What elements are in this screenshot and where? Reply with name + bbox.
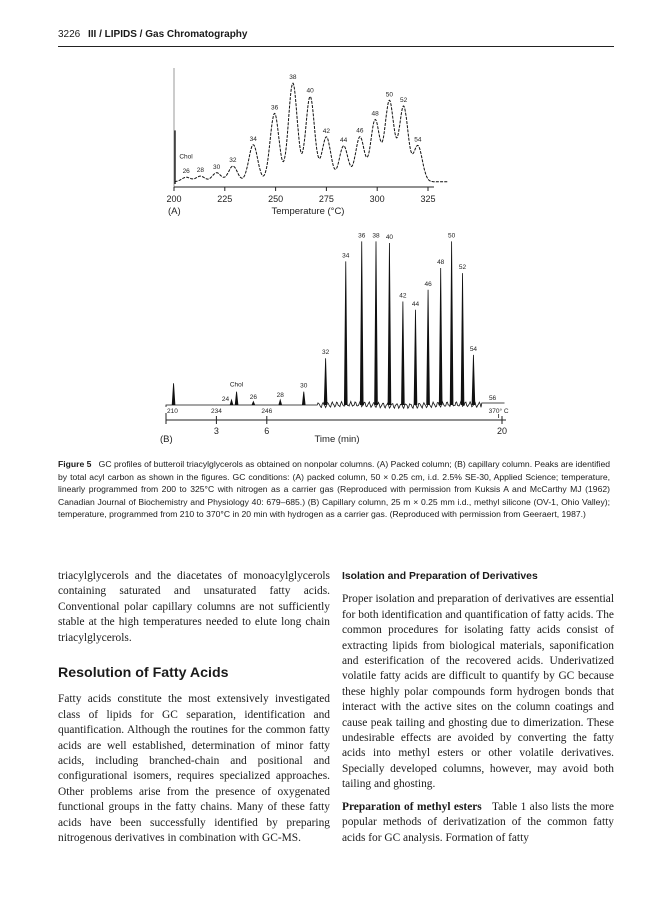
panel-a-x-axis-title: Temperature (°C) bbox=[271, 206, 345, 217]
panel-a-peak-label: Chol bbox=[179, 153, 193, 161]
panel-b-peak-label: 26 bbox=[249, 394, 257, 401]
panel-b-peak bbox=[235, 392, 238, 405]
panel-a-peak-label: 52 bbox=[399, 96, 408, 104]
panel-b-peak bbox=[388, 243, 391, 405]
panel-b-peak bbox=[450, 241, 453, 405]
page-number: 3226 bbox=[58, 29, 81, 40]
panel-b-peak bbox=[360, 241, 363, 405]
panel-b-peak-label: 30 bbox=[300, 382, 308, 390]
panel-a-peak-label: 44 bbox=[340, 136, 348, 144]
panel-a-peak-label: 34 bbox=[249, 135, 257, 143]
panel-b-peak bbox=[302, 392, 305, 405]
panel-a-peak-label: 54 bbox=[414, 136, 422, 144]
panel-b-x-axis-title: Time (min) bbox=[314, 434, 360, 445]
panel-b-peak-label: 34 bbox=[342, 252, 350, 260]
panel-b-peak-label: Chol bbox=[229, 381, 244, 389]
panel-a-chart bbox=[166, 68, 447, 217]
panel-b-peak bbox=[427, 290, 430, 405]
panel-b-x-tick-label: 20 bbox=[496, 426, 508, 436]
runin-heading: Preparation of methyl esters bbox=[342, 800, 482, 813]
panel-a-x-tick-label: 250 bbox=[268, 194, 284, 204]
panel-b-peak bbox=[252, 402, 255, 405]
panel-a-peak-label: 32 bbox=[229, 157, 237, 165]
panel-a-x-tick-label: 325 bbox=[420, 194, 436, 204]
panel-a-x-tick-label: 275 bbox=[318, 194, 334, 204]
panel-a-peak-label: 26 bbox=[182, 168, 190, 176]
panel-b-peak-label: 36 bbox=[358, 232, 366, 240]
running-title: III / LIPIDS / Gas Chromatography bbox=[88, 29, 248, 40]
panel-b-peak-label: 54 bbox=[469, 345, 478, 353]
panel-b-peak-label: 28 bbox=[276, 391, 284, 399]
panel-a-peak-label: 28 bbox=[196, 167, 205, 175]
panel-b-temperature-label: 370° C bbox=[488, 408, 509, 415]
panel-a-x-tick-label: 300 bbox=[369, 194, 385, 204]
body-paragraph bbox=[342, 800, 614, 846]
panel-b-peak bbox=[324, 358, 327, 405]
panel-b-peak bbox=[172, 383, 175, 405]
figure-caption-label: Figure 5 bbox=[58, 459, 92, 469]
panel-b-peak-label: 32 bbox=[321, 349, 330, 357]
panel-a-peak-label: 50 bbox=[385, 91, 394, 99]
panel-b-peak-label: 46 bbox=[424, 280, 432, 288]
panel-a-x-tick-label: 200 bbox=[166, 194, 182, 204]
panel-a-peak-label: 36 bbox=[270, 104, 279, 112]
panel-b-peak bbox=[375, 241, 378, 405]
panel-b-temperature-label: 234 bbox=[210, 408, 222, 415]
panel-b-peak bbox=[230, 400, 233, 405]
panel-a-x-tick-label: 225 bbox=[217, 194, 233, 204]
panel-b-label: (B) bbox=[160, 434, 173, 445]
panel-b-peak bbox=[401, 301, 404, 405]
panel-b-chart bbox=[160, 232, 509, 445]
panel-b-temperature-label: 246 bbox=[261, 408, 273, 415]
panel-b-peak-label: 44 bbox=[411, 300, 420, 308]
panel-b-peak-label: 40 bbox=[385, 234, 394, 242]
panel-b-x-tick-label: 3 bbox=[213, 426, 219, 436]
panel-a-peak-label: 48 bbox=[371, 110, 379, 118]
section-heading: Resolution of Fatty Acids bbox=[58, 665, 229, 682]
left-column bbox=[58, 569, 330, 847]
panel-b-peak-label: 56 bbox=[488, 395, 497, 402]
panel-b-peak bbox=[472, 355, 475, 405]
body-paragraph: Proper isolation and preparation of derivatives are essential for both identification and quantification of fatty acids. The common procedures for isolating fatty acids consist of extracting lipids from biological materials, saponification and esterification of the recovered acids. Underivatized volatile fatty acids are difficult to quantify by GC because these highly polar compounds form hydrogen bonds that interact with the active sites on the column coatings and cause peak tailing and ghosting due to dimerization. These undesirable effects are avoided by converting the fatty acids into methyl esters or other volatile derivatives. Specially developed columns, however, may avoid both tailing and ghosting. bbox=[342, 593, 614, 791]
panel-b-temperature-label: 210 bbox=[167, 408, 178, 415]
panel-b-peak-label: 52 bbox=[458, 264, 467, 272]
panel-a-peak-label: 46 bbox=[356, 127, 364, 135]
panel-a-peak-label: 30 bbox=[213, 163, 221, 171]
body-paragraph: triacylglycerols and the diacetates of monoacylglycerols containing saturated and unsaturated fatty acids. Conventional polar capillary columns are not sufficiently stable at the high temperatures needed to elute long chain triacylglycerols. bbox=[58, 570, 330, 644]
panel-b-peak bbox=[461, 273, 464, 405]
figure-caption-text: GC profiles of butteroil triacylglycerols as obtained on nonpolar columns. (A) Packed column; (B) capillary column. Peaks are identified by total acyl carbon as shown in the figures. GC conditions: (A) packed column, 50 × 0.25 cm, i.d. 2.5% SE-30, Applied Science; temperature, linearly programmed from 200 to 325°C with nitrogen as a carrier gas (Reproduced with permission from Kuksis A and McCarthy MJ (1962) Canadian Journal of Biochemistry and Physiology 40: 679–685.) (B) Capillary column, 25 m × 0.25 mm i.d., methyl silicone (OV-1, Ohio Valley); temperature, programmed from 210 to 370°C in 20 min with hydrogen as a carrier gas. (Reproduced with permission from Geeraert, 1987.) bbox=[58, 459, 611, 520]
panel-a-peak-label: 40 bbox=[306, 87, 314, 95]
right-column bbox=[342, 569, 614, 846]
body-paragraph: Fatty acids constitute the most extensively investigated class of lipids for GC separation, identification and quantification. Although the routines for the common fatty acids are well established, determination of minor fatty acids, including branched-chain and positional and configurational isomers, requires specialized approaches. Other problems arise from the presence of oxygenated functional groups in the fatty chains. Many of these fatty acids have been successfully identified by preparing nitrogenous derivatives in combination with GC-MS. bbox=[58, 693, 330, 845]
panel-b-peak bbox=[279, 400, 282, 405]
subsection-heading: Isolation and Preparation of Derivatives bbox=[342, 571, 538, 582]
panel-b-peak bbox=[439, 268, 442, 405]
panel-b-x-tick-label: 6 bbox=[264, 426, 270, 436]
panel-b-peak bbox=[414, 310, 417, 405]
panel-a-peak-label: 38 bbox=[289, 74, 297, 82]
panel-a-label: (A) bbox=[168, 206, 181, 217]
panel-b-peak-label: 42 bbox=[399, 292, 407, 300]
panel-b-peak-label: 24 bbox=[221, 396, 230, 403]
panel-b-peak-label: 50 bbox=[447, 232, 456, 240]
panel-b-peak bbox=[344, 261, 347, 405]
figure-caption bbox=[58, 458, 610, 521]
panel-a-peak-label: 42 bbox=[322, 127, 331, 135]
panel-b-peak-label: 48 bbox=[437, 259, 445, 267]
panel-b-peak-label: 38 bbox=[372, 232, 380, 240]
runin-text: Table 1 also lists the more popular methods of derivatization of the common fatty acids for GC analysis. Formation of fatty bbox=[342, 800, 614, 844]
